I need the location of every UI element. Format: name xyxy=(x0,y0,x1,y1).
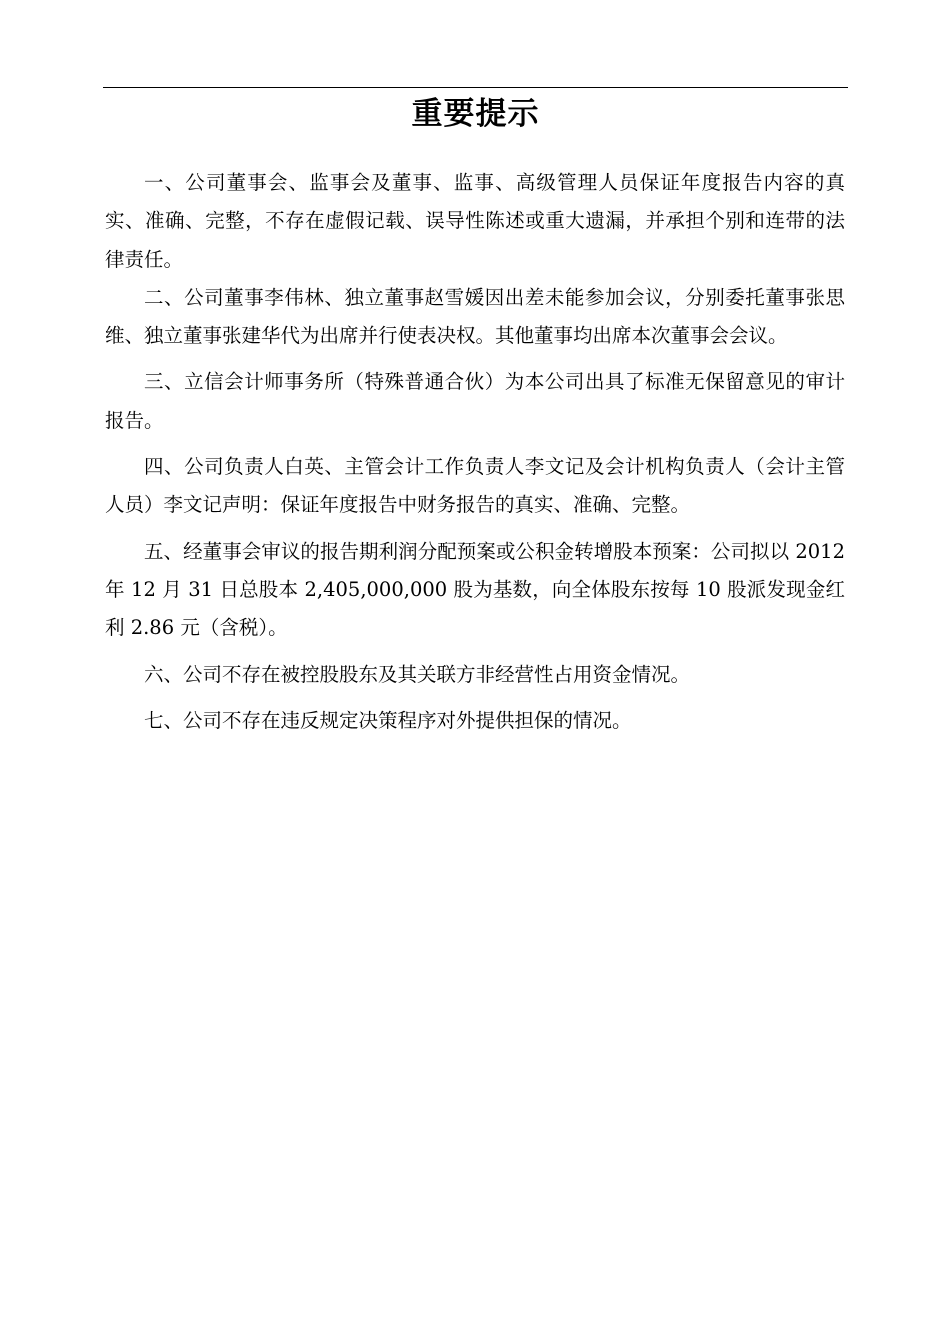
notice-paragraph-4: 四、公司负责人白英、主管会计工作负责人李文记及会计机构负责人（会计主管人员）李文记声明：保证年度报告中财务报告的真实、准确、完整。 xyxy=(105,455,845,517)
notice-paragraph-6: 六、公司不存在被控股股东及其关联方非经营性占用资金情况。 xyxy=(144,662,691,686)
header-rule xyxy=(103,87,848,88)
page-title: 重要提示 xyxy=(411,96,540,132)
notice-paragraph-2: 二、公司董事李伟林、独立董事赵雪媛因出差未能参加会议，分别委托董事张思维、独立董事张建华代为出席并行使表决权。其他董事均出席本次董事会会议。 xyxy=(105,285,845,348)
notice-paragraph-7: 七、公司不存在违反规定决策程序对外提供担保的情况。 xyxy=(144,708,632,732)
notice-paragraph-3: 三、立信会计师事务所（特殊普通合伙）为本公司出具了标准无保留意见的审计报告。 xyxy=(105,370,845,432)
notice-paragraph-5: 五、经董事会审议的报告期利润分配预案或公积金转增股本预案：公司拟以 2012 年 12 月 31 日总股本 2,405,000,000 股为基数，向全体股东按每 10 股派发现金红利 2.86 元（含税）。 xyxy=(105,539,845,640)
notice-body xyxy=(105,164,845,740)
notice-paragraph-1: 一、公司董事会、监事会及董事、监事、高级管理人员保证年度报告内容的真实、准确、完整，不存在虚假记载、误导性陈述或重大遗漏，并承担个别和连带的法律责任。 xyxy=(105,171,845,271)
